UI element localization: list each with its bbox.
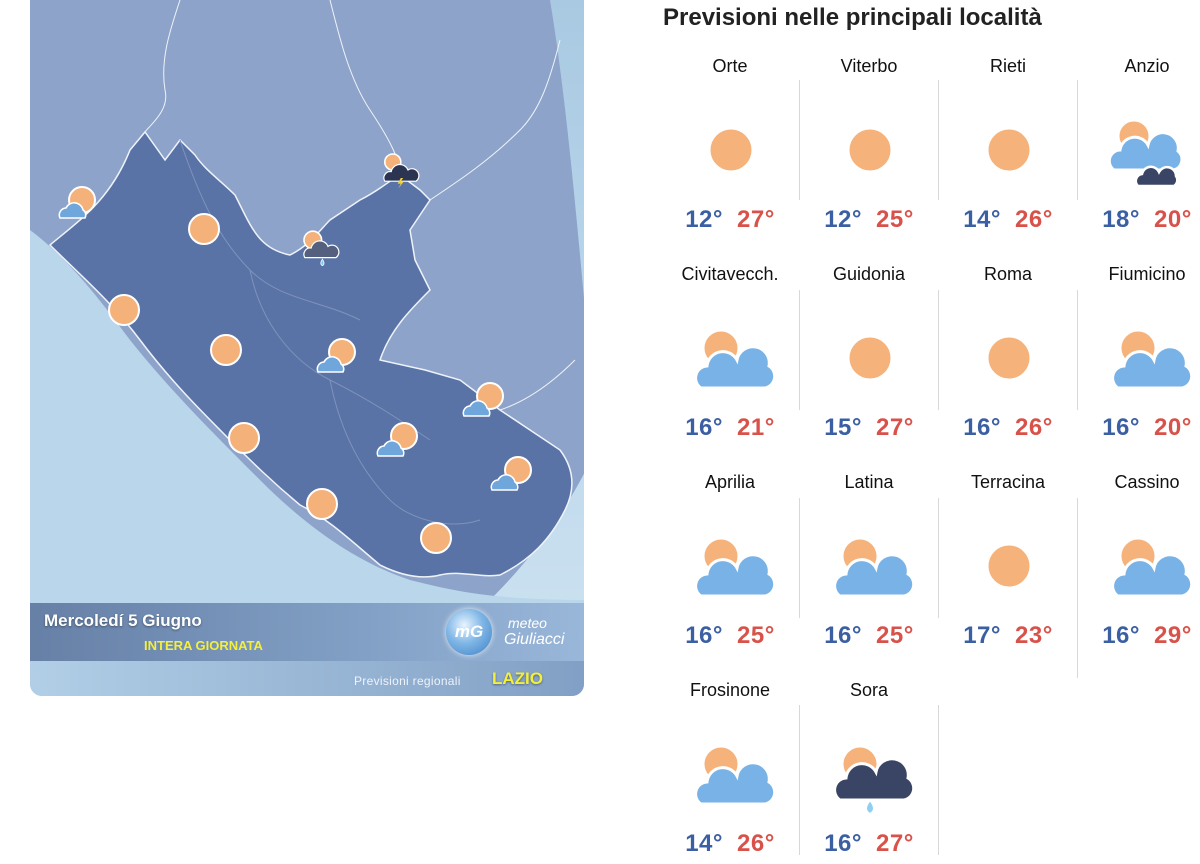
forecast-period: INTERA GIORNATA [144, 638, 263, 653]
city-forecast-card [1078, 0, 1200, 233]
city-forecast-card [1078, 416, 1200, 649]
forecast-title: Previsioni nelle principali località [663, 4, 1042, 31]
city-name: Orte [712, 56, 748, 76]
meteo-giuliacci-logo [440, 605, 580, 661]
min-temperature: 14° [685, 830, 723, 857]
sun-icon [100, 290, 148, 330]
sun-rain-dark-icon [822, 734, 918, 814]
city-name: Cassino [1114, 472, 1180, 492]
min-temperature: 12° [685, 206, 723, 233]
sun-clouds-icon [1100, 110, 1196, 190]
temperature-range [800, 830, 938, 858]
city-name: Sora [849, 680, 889, 700]
city-forecast-card [800, 208, 938, 441]
max-temperature: 27° [876, 830, 914, 857]
city-name: Viterbo [840, 56, 898, 76]
city-forecast-card [939, 208, 1077, 441]
max-temperature: 26° [737, 830, 775, 857]
city-name: Anzio [1124, 56, 1170, 76]
city-name: Aprilia [704, 472, 756, 492]
city-name: Civitavecch. [681, 264, 779, 284]
temperature-range [1078, 622, 1200, 650]
min-temperature: 16° [685, 622, 723, 649]
temperature-range [661, 830, 799, 858]
max-temperature: 25° [876, 622, 914, 649]
sun-icon [180, 209, 228, 249]
min-temperature: 16° [685, 414, 723, 441]
min-temperature: 14° [963, 206, 1001, 233]
city-name: Terracina [970, 472, 1046, 492]
forecast-date: Mercoledí 5 Giugno [44, 611, 202, 630]
city-forecast-card [939, 416, 1077, 649]
regional-map [30, 0, 584, 696]
map-region-name: LAZIO [492, 669, 543, 688]
lazio-map-shape [30, 0, 584, 696]
sun-icon [683, 110, 779, 190]
sun-cloud-icon [822, 526, 918, 606]
city-name: Guidonia [832, 264, 906, 284]
sun-rain-icon [300, 228, 348, 268]
logo-word-meteo: meteo [508, 615, 547, 631]
min-temperature: 16° [1102, 622, 1140, 649]
sun-cloud-icon [314, 336, 362, 376]
sun-cloud-icon [683, 734, 779, 814]
temperature-range [939, 622, 1077, 650]
city-name: Frosinone [689, 680, 771, 700]
map-subtitle: Previsioni regionali [354, 674, 461, 688]
max-temperature: 23° [1015, 622, 1053, 649]
city-forecast-card [661, 624, 799, 857]
map-footer-bar [30, 603, 584, 661]
min-temperature: 18° [1102, 206, 1140, 233]
max-temperature: 26° [1015, 206, 1053, 233]
max-temperature: 25° [737, 622, 775, 649]
min-temperature: 16° [1102, 414, 1140, 441]
min-temperature: 16° [824, 622, 862, 649]
max-temperature: 21° [737, 414, 775, 441]
max-temperature: 20° [1154, 414, 1192, 441]
logo-mark: mG [446, 609, 492, 655]
sun-cloud-icon [1100, 318, 1196, 398]
sun-icon [961, 318, 1057, 398]
min-temperature: 15° [824, 414, 862, 441]
logo-word-giuliacci: Giuliacci [504, 631, 565, 648]
max-temperature: 25° [876, 206, 914, 233]
city-forecast-card [800, 624, 938, 857]
column-divider [938, 705, 939, 855]
sun-icon [412, 518, 460, 558]
sun-cloud-icon [374, 420, 422, 460]
storm-icon [380, 150, 428, 190]
city-name: Roma [983, 264, 1032, 284]
sun-icon [202, 330, 250, 370]
max-temperature: 27° [876, 414, 914, 441]
max-temperature: 27° [737, 206, 775, 233]
sun-cloud-icon [54, 184, 102, 224]
city-forecast-card [1078, 208, 1200, 441]
min-temperature: 16° [963, 414, 1001, 441]
max-temperature: 29° [1154, 622, 1192, 649]
sun-icon [961, 110, 1057, 190]
city-forecast-card [661, 0, 799, 233]
min-temperature: 16° [824, 830, 862, 857]
sun-icon [220, 418, 268, 458]
sun-cloud-icon [1100, 526, 1196, 606]
sun-icon [822, 110, 918, 190]
min-temperature: 12° [824, 206, 862, 233]
sun-cloud-icon [460, 380, 508, 420]
city-forecast-card [800, 0, 938, 233]
city-forecast-card [661, 208, 799, 441]
city-forecast-card [939, 0, 1077, 233]
map-caption-bar [30, 661, 584, 696]
sun-icon [822, 318, 918, 398]
city-name: Rieti [989, 56, 1026, 76]
sun-cloud-icon [683, 526, 779, 606]
city-forecast-card [661, 416, 799, 649]
sun-icon [298, 484, 346, 524]
city-name: Fiumicino [1108, 264, 1186, 284]
min-temperature: 17° [963, 622, 1001, 649]
sun-cloud-icon [488, 454, 536, 494]
city-forecast-card [800, 416, 938, 649]
sun-cloud-icon [683, 318, 779, 398]
max-temperature: 26° [1015, 414, 1053, 441]
sun-icon [961, 526, 1057, 606]
city-name: Latina [844, 472, 894, 492]
max-temperature: 20° [1154, 206, 1192, 233]
